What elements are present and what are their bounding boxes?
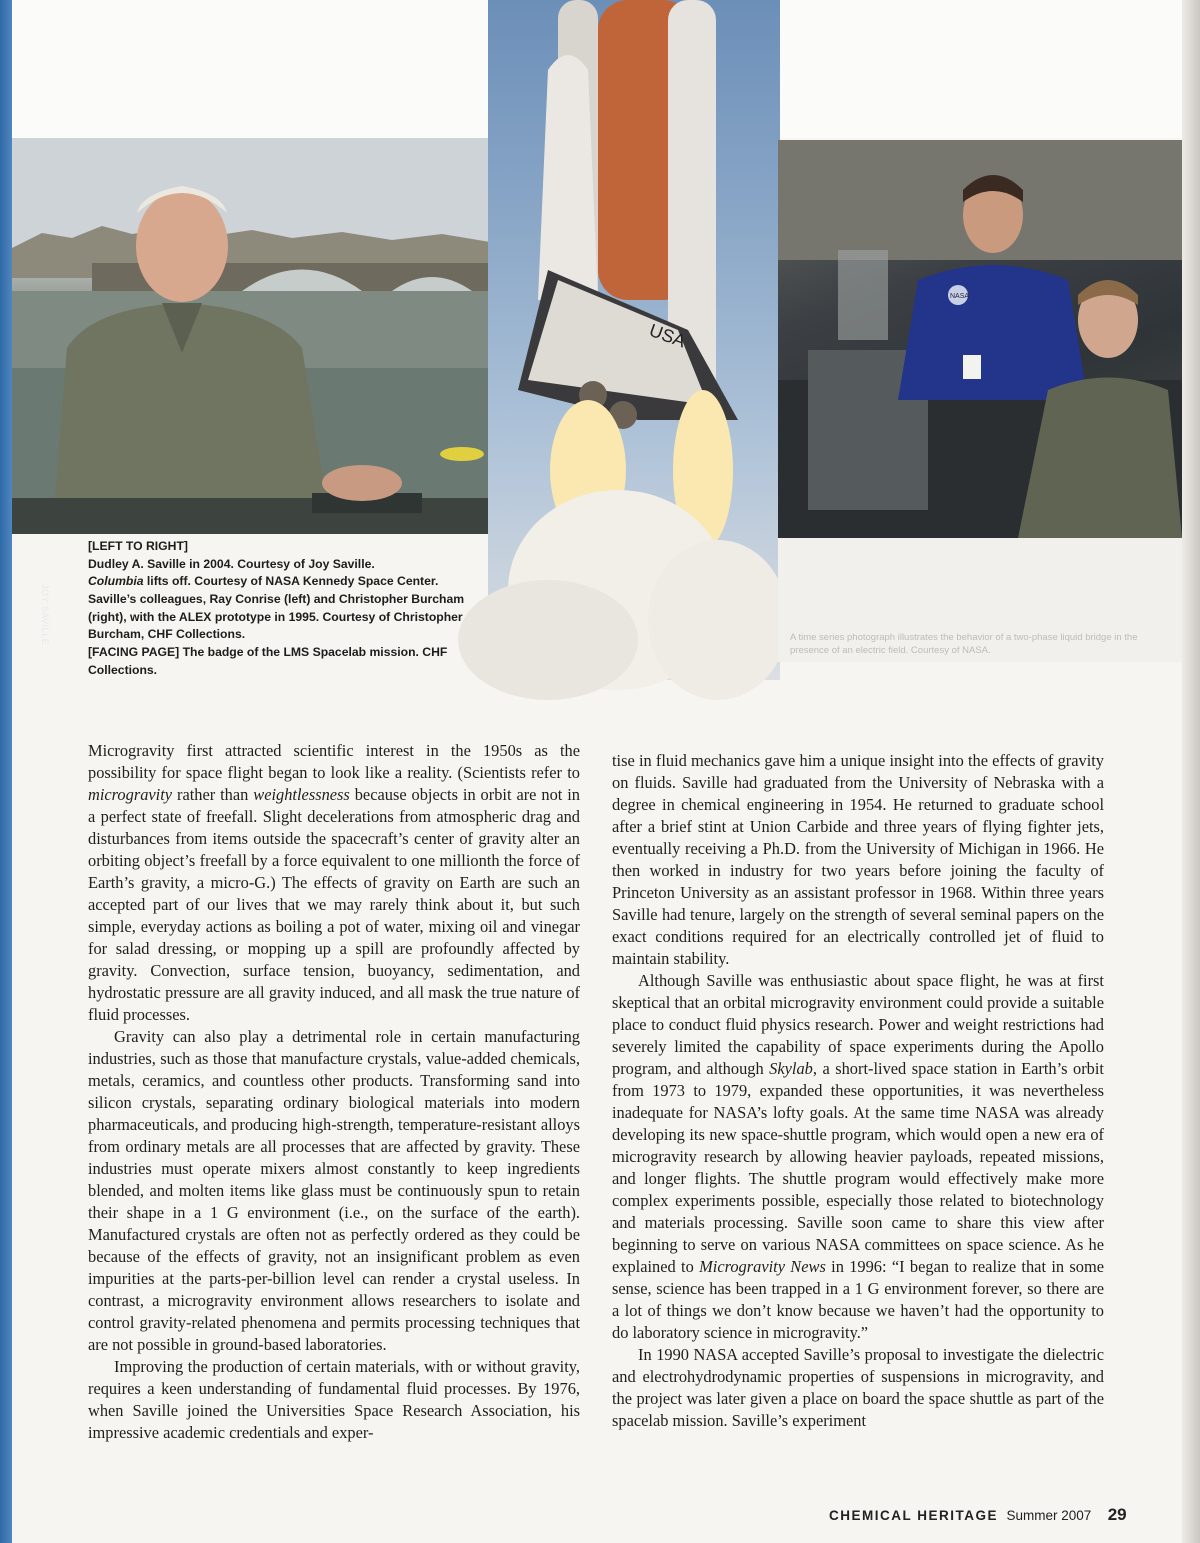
text-run: Although Saville was enthusiastic about space flight, he was at first skeptical that an orbital microgravity environment could provide a suitable place to conduct fluid physics research. Power and weight restrictions had severely limited the capability of space experiments during the Apollo program, and although	[612, 971, 1104, 1078]
text-run: in 1996: “I began to realize that in some sense, science has been trapped in a 1 G environment forever, so there are a lot of things we don’t know because we haven’t had the opportunity to do laboratory science in microgravity.”	[612, 1257, 1104, 1342]
text-run: Microgravity first attracted scientific interest in the 1950s as the possibility for space flight began to look like a reality. (Scientists refer to	[88, 741, 580, 782]
italic-skylab: Skylab	[769, 1059, 813, 1078]
italic-microgravity: microgravity	[88, 785, 173, 804]
issue-date: Summer 2007	[1006, 1508, 1092, 1523]
caption-heading: [LEFT TO RIGHT]	[88, 539, 188, 553]
text-run: because objects in orbit are not in a perfect state of freefall. Slight decelerations from atmospheric drag and disturbances from items outside the spacecraft’s center of gravity alter an orbiting object’s freefall by a force equivalent to one millionth the force of Earth’s gravity, a micro-G.) The effects of gravity on Earth are such an accepted part of our lives that we may rarely think about it, but such simple, everyday actions as boiling a pot of water, mixing oil and vinegar for salad dressing, or mopping up a spill are profoundly affected by gravity. Convection, surface tension, buoyancy, sedimentation, and hydrostatic pressure are all gravity induced, and all mask the true nature of fluid processes.	[88, 785, 580, 1024]
bleed-through-caption: A time series photograph illustrates the behavior of a two-phase liquid bridge in the presence of an electric field. Courtesy of NASA.	[790, 632, 1138, 656]
article-column-right	[612, 750, 1104, 1432]
shuttle-illustration	[488, 0, 780, 680]
photo-caption	[88, 538, 488, 680]
caption-line-saville: Dudley A. Saville in 2004. Courtesy of Joy Saville.	[88, 556, 375, 571]
magazine-name: CHEMICAL HERITAGE	[829, 1508, 999, 1523]
caption-line-columbia	[88, 573, 488, 591]
paragraph-nasa-accepted: In 1990 NASA accepted Saville’s proposal to investigate the dielectric and electrohydrodynamic properties of suspensions in microgravity, and the project was later given a place on board the space shuttle as part of the spacelab mission. Saville’s experiment	[612, 1345, 1104, 1430]
italic-microgravity-news: Microgravity News	[699, 1257, 826, 1276]
page-number: 29	[1107, 1505, 1127, 1524]
shuttle-usa-label: USA	[646, 319, 689, 352]
caption-columbia-italic: Columbia	[88, 574, 144, 589]
lab-photo-illustration	[778, 140, 1182, 538]
caption-line-colleagues: Saville’s colleagues, Ray Conrise (left) and Christopher Burcham (right), with the ALEX prototype in 1995. Courtesy of Christopher Burcham, CHF Collections.	[88, 592, 465, 642]
photo-conrise-burcham-alex	[778, 140, 1182, 538]
text-run: , a short-lived space station in Earth’s orbit from 1973 to 1979, expanded these opportunities, it was nevertheless inadequate for NASA’s lofty goals. At the same time NASA was already developing its new space-shuttle program, which would open a new era of microgravity research by allowing heavier payloads, repeated missions, and longer flights. The shuttle program would effectively make more complex experiments possible, especially those related to biotechnology and materials processing. Saville soon came to share this view after beginning to serve on various NASA committees on space science. As he explained to	[612, 1059, 1104, 1276]
paragraph-space-flight-skeptical	[612, 970, 1104, 1344]
caption-facing-page: [FACING PAGE] The badge of the LMS Spacelab mission. CHF Collections.	[88, 645, 448, 677]
blue-spine-edge	[0, 0, 12, 1543]
saville-photo-illustration	[12, 138, 490, 534]
caption-columbia-rest: lifts off. Courtesy of NASA Kennedy Space Center.	[143, 574, 439, 589]
paragraph-gravity-detrimental: Gravity can also play a detrimental role in certain manufacturing industries, such as those that manufacture crystals, value-added chemicals, metals, ceramics, and countless other products. Transforming sand into silicon crystals, separating ordinary biological materials into modern pharmaceuticals, and producing high-strength, temperature-resistant alloys from ordinary metals are all processes that are affected by gravity. These industries must operate mixers almost constantly to keep ingredients blended, and molten items like glass must be continuously spun to retain their shape in a 1 G environment (i.e., on the surface of the earth). Manufactured crystals are often not as perfectly ordered as they could be because of the effects of gravity, not an insignificant problem as even impurities at the parts-per-billion level can render a crystal useless. In contrast, a microgravity environment allows researchers to isolate and control gravity-related phenomena and permits processing techniques that are not possible in ground-based laboratories.	[88, 1027, 580, 1354]
nasa-badge-label: NASA	[950, 293, 970, 300]
italic-weightlessness: weightlessness	[253, 785, 350, 804]
photo-credit-joy-saville: JOY SAVILLE	[40, 584, 50, 646]
paragraph-improving-production: Improving the production of certain materials, with or without gravity, requires a keen understanding of fundamental fluid processes. By 1976, when Saville joined the Universities Space Research Association, his impressive academic credentials and exper-	[88, 1357, 580, 1442]
page-footer	[829, 1505, 1127, 1525]
photo-columbia-liftoff	[488, 0, 780, 680]
article-column-left	[88, 740, 580, 1444]
page-edge-shadow	[1182, 0, 1200, 1543]
paragraph-microgravity-intro	[88, 740, 580, 1026]
paragraph-saville-expertise: tise in fluid mechanics gave him a unique insight into the effects of gravity on fluids. Saville had graduated from the University of Nebraska with a degree in chemical engineering in 1954. He returned to graduate school after a brief stint at Union Carbide and three years of flying fighter jets, eventually receiving a Ph.D. from the University of Michigan in 1966. He then worked in industry for two years before joining the faculty of Princeton University as an assistant professor in 1968. Within three years Saville had tenure, largely on the strength of several seminal papers on the exact conditions required for an electrically controlled jet of fluid to maintain stability.	[612, 751, 1104, 968]
text-run: rather than	[172, 785, 254, 804]
